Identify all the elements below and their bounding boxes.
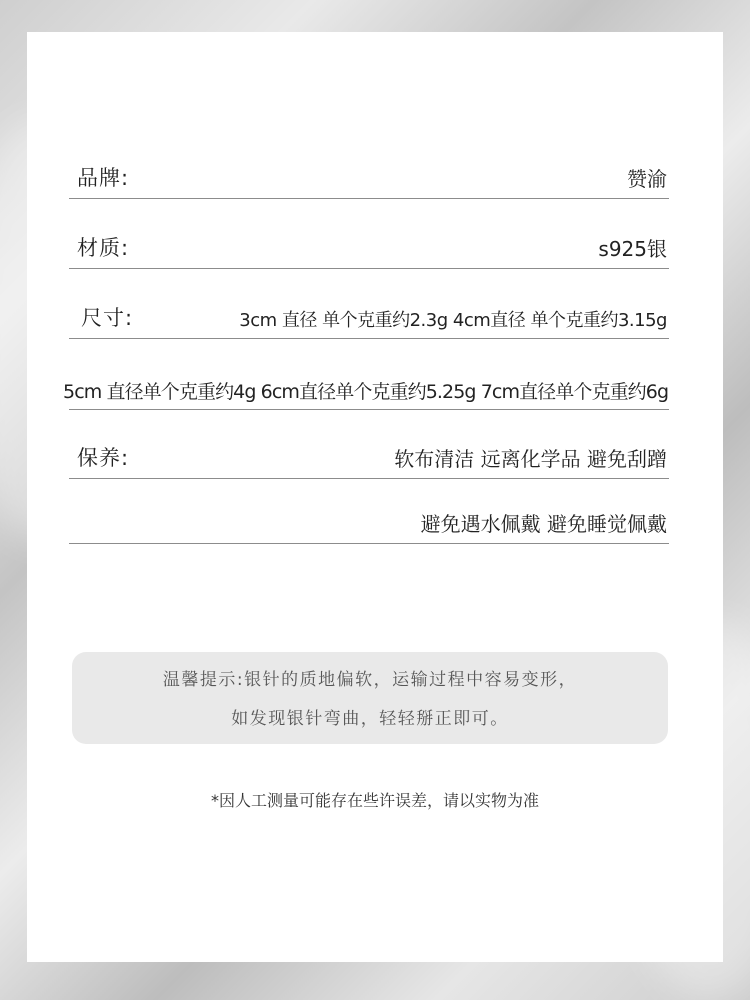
care-value-continued: 避免遇水佩戴 避免睡觉佩戴	[420, 512, 667, 536]
size-value: 3cm 直径 单个克重约2.3g 4cm直径 单个克重约3.15g	[239, 310, 667, 331]
spec-row-size-continued	[63, 369, 669, 410]
material-label: 材质:	[77, 236, 130, 260]
care-value: 软布清洁 远离化学品 避免刮蹭	[394, 447, 667, 471]
spec-row-care-continued	[69, 503, 669, 544]
measurement-note: *因人工测量可能存在些许误差，请以实物为准	[210, 791, 539, 810]
spec-row-material	[69, 228, 669, 269]
material-value: s925银	[598, 237, 667, 261]
size-value-continued: 5cm 直径单个克重约4g 6cm直径单个克重约5.25g 7cm直径单个克重约6g	[63, 381, 669, 403]
size-label: 尺寸:	[81, 306, 134, 330]
spec-card	[27, 32, 723, 962]
brand-label: 品牌:	[77, 166, 130, 190]
tip-box	[72, 652, 668, 744]
care-label: 保养:	[77, 446, 130, 470]
spec-row-care	[69, 438, 669, 479]
spec-row-brand	[69, 158, 669, 199]
brand-value: 赞渝	[627, 167, 667, 191]
spec-row-size	[69, 298, 669, 339]
tip-line-2: 如发现银针弯曲，轻轻掰正即可。	[231, 709, 509, 729]
tip-line-1: 温馨提示:银针的质地偏软，运输过程中容易变形，	[162, 670, 578, 690]
